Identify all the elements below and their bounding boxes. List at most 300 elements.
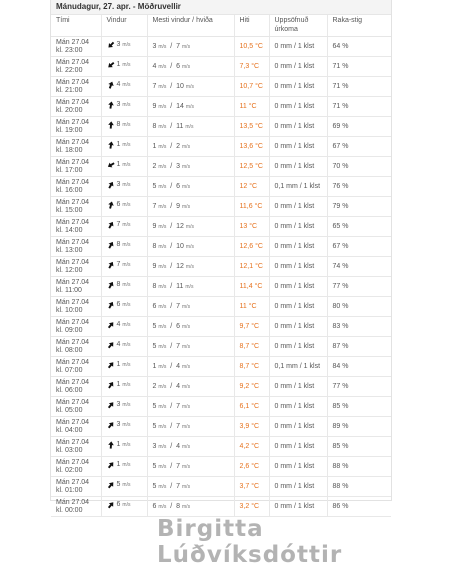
temp-value: 8,7	[239, 362, 250, 370]
temp-value: 3,9	[239, 422, 250, 430]
gust-cell: 5 m/s / 7 m/s	[147, 397, 234, 417]
max-wind: 2	[152, 382, 157, 390]
table-row	[51, 457, 391, 477]
precip-cell: 0 mm / 1 klst	[269, 437, 327, 457]
max-wind: 5	[152, 422, 157, 430]
row-time: kl. 07:00	[56, 366, 83, 374]
wind-cell	[101, 177, 147, 197]
temp-value: 11,6	[239, 202, 253, 210]
gust-cell: 5 m/s / 7 m/s	[147, 417, 234, 437]
wind-arrow-icon	[107, 281, 115, 289]
temp-unit: °C	[255, 242, 263, 250]
gust: 10	[176, 82, 184, 90]
wind-speed: 3	[116, 101, 121, 108]
wind-arrow-icon	[107, 501, 115, 509]
wind-speed: 8	[116, 281, 121, 288]
precip-cell: 0 mm / 1 klst	[269, 137, 327, 157]
gust-cell: 9 m/s / 12 m/s	[147, 257, 234, 277]
row-date: Mán 27.04	[56, 118, 90, 126]
max-wind-unit: m/s	[158, 363, 167, 370]
precip-cell: 0 mm / 1 klst	[269, 117, 327, 137]
humidity-cell: 71 %	[327, 77, 391, 97]
gust-cell: 1 m/s / 2 m/s	[147, 137, 234, 157]
temp-value: 13	[239, 222, 248, 230]
gust: 6	[176, 322, 181, 330]
row-time: kl. 06:00	[56, 386, 83, 394]
humidity-cell: 87 %	[327, 337, 391, 357]
max-wind-unit: m/s	[158, 83, 167, 90]
temp-cell	[234, 197, 269, 217]
wind-arrow-icon	[107, 361, 115, 369]
time-cell	[51, 257, 101, 277]
row-time: kl. 09:00	[56, 326, 83, 334]
gust: 4	[176, 362, 181, 370]
row-time: kl. 11:00	[56, 286, 82, 294]
watermark: Birgitta Lúðvíksdóttir	[157, 516, 343, 568]
max-wind: 5	[152, 462, 157, 470]
wind-speed: 4	[116, 81, 121, 88]
wind-speed: 1	[116, 381, 121, 388]
gust-unit: m/s	[185, 83, 194, 90]
temp-unit: °C	[255, 162, 263, 170]
wind-unit: m/s	[122, 262, 131, 268]
temp-cell	[234, 217, 269, 237]
humidity-cell: 74 %	[327, 257, 391, 277]
gust-unit: m/s	[185, 223, 194, 230]
gust-cell: 8 m/s / 11 m/s	[147, 277, 234, 297]
row-date: Mán 27.04	[56, 478, 90, 486]
time-cell	[51, 377, 101, 397]
temp-unit: °C	[251, 322, 260, 330]
wind-arrow-icon	[107, 161, 115, 169]
temp-cell	[234, 237, 269, 257]
precip-cell: 0 mm / 1 klst	[269, 377, 327, 397]
humidity-cell: 88 %	[327, 457, 391, 477]
gust-cell: 5 m/s / 7 m/s	[147, 477, 234, 497]
time-cell	[51, 397, 101, 417]
wind-speed: 8	[116, 121, 121, 128]
row-date: Mán 27.04	[56, 318, 90, 326]
col-wind: Vindur	[101, 15, 147, 37]
row-time: kl. 17:00	[56, 166, 83, 174]
temp-value: 2,6	[239, 462, 250, 470]
max-wind: 9	[152, 102, 157, 110]
max-wind-unit: m/s	[158, 463, 167, 470]
wind-cell	[101, 257, 147, 277]
row-time: kl. 08:00	[56, 346, 83, 354]
wind-unit: m/s	[122, 162, 131, 168]
row-date: Mán 27.04	[56, 458, 90, 466]
max-wind: 6	[152, 502, 157, 510]
max-wind-unit: m/s	[158, 303, 167, 310]
wind-speed: 1	[116, 361, 121, 368]
table-row	[51, 157, 391, 177]
max-wind-unit: m/s	[158, 143, 167, 150]
temp-cell	[234, 37, 269, 57]
max-wind-unit: m/s	[158, 403, 167, 410]
wind-arrow-icon	[107, 41, 115, 49]
wind-speed: 3	[116, 41, 121, 48]
wind-speed: 4	[116, 341, 121, 348]
max-wind-unit: m/s	[158, 43, 167, 50]
wind-unit: m/s	[122, 362, 131, 368]
wind-arrow-icon	[107, 441, 115, 449]
temp-unit: °C	[251, 482, 260, 490]
time-cell	[51, 57, 101, 77]
gust: 12	[176, 222, 184, 230]
wind-unit: m/s	[122, 282, 131, 288]
gust: 7	[176, 482, 181, 490]
humidity-cell: 83 %	[327, 317, 391, 337]
humidity-cell: 85 %	[327, 397, 391, 417]
precip-cell: 0,1 mm / 1 klst	[269, 357, 327, 377]
gust-cell: 5 m/s / 6 m/s	[147, 177, 234, 197]
wind-unit: m/s	[122, 442, 131, 448]
row-time: kl. 19:00	[56, 126, 83, 134]
temp-cell	[234, 297, 269, 317]
temp-value: 10,5	[239, 42, 254, 50]
temp-unit: °C	[251, 402, 260, 410]
wind-arrow-icon	[107, 61, 115, 69]
wind-arrow-icon	[107, 481, 115, 489]
max-wind: 7	[152, 82, 157, 90]
wind-speed: 7	[116, 221, 121, 228]
gust-unit: m/s	[182, 183, 191, 190]
wind-cell	[101, 57, 147, 77]
row-date: Mán 27.04	[56, 158, 90, 166]
wind-arrow-icon	[107, 401, 115, 409]
time-cell	[51, 217, 101, 237]
gust-unit: m/s	[182, 43, 191, 50]
table-row	[51, 277, 391, 297]
wind-speed: 3	[116, 181, 121, 188]
table-row	[51, 357, 391, 377]
gust-cell: 6 m/s / 8 m/s	[147, 497, 234, 517]
precip-cell: 0 mm / 1 klst	[269, 297, 327, 317]
precip-cell: 0 mm / 1 klst	[269, 257, 327, 277]
temp-unit: °C	[255, 82, 263, 90]
row-date: Mán 27.04	[56, 378, 90, 386]
max-wind-unit: m/s	[158, 443, 167, 450]
max-wind-unit: m/s	[158, 263, 167, 270]
max-wind: 1	[152, 142, 157, 150]
gust-unit: m/s	[185, 263, 194, 270]
gust-unit: m/s	[182, 443, 191, 450]
wind-speed: 3	[116, 421, 121, 428]
wind-unit: m/s	[122, 302, 131, 308]
row-date: Mán 27.04	[56, 198, 90, 206]
humidity-cell: 67 %	[327, 137, 391, 157]
max-wind: 3	[152, 42, 157, 50]
humidity-cell: 69 %	[327, 117, 391, 137]
max-wind-unit: m/s	[158, 383, 167, 390]
table-row	[51, 197, 391, 217]
temp-value: 13,6	[239, 142, 254, 150]
gust-cell: 3 m/s / 7 m/s	[147, 37, 234, 57]
time-cell	[51, 477, 101, 497]
gust: 4	[176, 442, 181, 450]
max-wind-unit: m/s	[158, 103, 167, 110]
humidity-cell: 71 %	[327, 57, 391, 77]
max-wind-unit: m/s	[158, 243, 167, 250]
table-row	[51, 297, 391, 317]
wind-unit: m/s	[122, 182, 131, 188]
wind-unit: m/s	[122, 202, 131, 208]
max-wind: 5	[152, 402, 157, 410]
temp-unit: °C	[251, 462, 260, 470]
temp-unit: °C	[255, 262, 263, 270]
wind-arrow-icon	[107, 81, 115, 89]
max-wind-unit: m/s	[158, 223, 167, 230]
max-wind: 8	[152, 282, 157, 290]
gust-unit: m/s	[182, 363, 191, 370]
max-wind: 5	[152, 342, 157, 350]
wind-arrow-icon	[107, 381, 115, 389]
table-row	[51, 317, 391, 337]
wind-speed: 1	[116, 441, 121, 448]
precip-cell: 0 mm / 1 klst	[269, 397, 327, 417]
wind-speed: 4	[116, 321, 121, 328]
row-date: Mán 27.04	[56, 398, 90, 406]
max-wind: 9	[152, 262, 157, 270]
gust-unit: m/s	[182, 503, 191, 510]
day-header: Mánudagur, 27. apr. - Möðruvellir	[51, 0, 391, 15]
wind-unit: m/s	[122, 422, 131, 428]
humidity-cell: 76 %	[327, 177, 391, 197]
max-wind: 5	[152, 322, 157, 330]
row-date: Mán 27.04	[56, 298, 90, 306]
precip-cell: 0 mm / 1 klst	[269, 157, 327, 177]
row-date: Mán 27.04	[56, 358, 90, 366]
max-wind: 2	[152, 162, 157, 170]
temp-value: 12	[239, 182, 248, 190]
wind-arrow-icon	[107, 461, 115, 469]
wind-arrow-icon	[107, 201, 115, 209]
gust: 9	[176, 202, 181, 210]
row-time: kl. 10:00	[56, 306, 83, 314]
table-row	[51, 77, 391, 97]
temp-value: 13,5	[239, 122, 254, 130]
gust: 7	[176, 422, 181, 430]
gust: 4	[176, 382, 181, 390]
temp-value: 10,7	[239, 82, 254, 90]
humidity-cell: 77 %	[327, 377, 391, 397]
time-cell	[51, 437, 101, 457]
time-cell	[51, 417, 101, 437]
wind-cell	[101, 477, 147, 497]
precip-cell: 0 mm / 1 klst	[269, 237, 327, 257]
precip-cell: 0 mm / 1 klst	[269, 57, 327, 77]
max-wind: 4	[152, 62, 157, 70]
temp-cell	[234, 77, 269, 97]
row-date: Mán 27.04	[56, 58, 90, 66]
row-time: kl. 13:00	[56, 246, 83, 254]
row-time: kl. 05:00	[56, 406, 83, 414]
row-date: Mán 27.04	[56, 238, 90, 246]
time-cell	[51, 497, 101, 517]
temp-value: 11	[239, 102, 247, 110]
temp-cell	[234, 277, 269, 297]
humidity-cell: 79 %	[327, 197, 391, 217]
col-temp: Hiti	[234, 15, 269, 37]
precip-cell: 0 mm / 1 klst	[269, 317, 327, 337]
gust-unit: m/s	[185, 243, 194, 250]
wind-unit: m/s	[122, 502, 131, 508]
time-cell	[51, 137, 101, 157]
wind-cell	[101, 277, 147, 297]
gust-cell: 1 m/s / 4 m/s	[147, 357, 234, 377]
humidity-cell: 71 %	[327, 97, 391, 117]
wind-speed: 6	[116, 501, 121, 508]
precip-cell: 0,1 mm / 1 klst	[269, 177, 327, 197]
max-wind-unit: m/s	[158, 423, 167, 430]
max-wind: 3	[152, 442, 157, 450]
gust-cell: 6 m/s / 7 m/s	[147, 297, 234, 317]
temp-unit: °C	[255, 122, 263, 130]
gust-unit: m/s	[182, 63, 191, 70]
wind-arrow-icon	[107, 421, 115, 429]
forecast-panel	[50, 0, 392, 514]
row-date: Mán 27.04	[56, 338, 90, 346]
table-row	[51, 257, 391, 277]
wind-speed: 1	[116, 141, 121, 148]
temp-value: 4,2	[239, 442, 250, 450]
gust-unit: m/s	[182, 203, 191, 210]
max-wind-unit: m/s	[158, 203, 167, 210]
wind-unit: m/s	[122, 462, 131, 468]
row-time: kl. 12:00	[56, 266, 83, 274]
humidity-cell: 88 %	[327, 477, 391, 497]
temp-unit: °C	[254, 202, 263, 210]
temp-cell	[234, 477, 269, 497]
wind-unit: m/s	[122, 242, 131, 248]
gust-cell: 3 m/s / 4 m/s	[147, 437, 234, 457]
humidity-cell: 70 %	[327, 157, 391, 177]
row-time: kl. 14:00	[56, 226, 83, 234]
forecast-table	[51, 15, 391, 517]
gust: 11	[176, 282, 184, 290]
gust-unit: m/s	[182, 323, 191, 330]
wind-unit: m/s	[122, 322, 131, 328]
row-time: kl. 04:00	[56, 426, 83, 434]
wind-unit: m/s	[122, 222, 131, 228]
wind-cell	[101, 497, 147, 517]
row-date: Mán 27.04	[56, 178, 90, 186]
gust-unit: m/s	[182, 303, 191, 310]
temp-cell	[234, 497, 269, 517]
time-cell	[51, 357, 101, 377]
wind-arrow-icon	[107, 241, 115, 249]
max-wind: 5	[152, 482, 157, 490]
gust: 3	[176, 162, 181, 170]
wind-unit: m/s	[122, 122, 131, 128]
row-date: Mán 27.04	[56, 498, 90, 506]
temp-value: 12,1	[239, 262, 254, 270]
temp-value: 11,4	[239, 282, 253, 290]
humidity-cell: 84 %	[327, 357, 391, 377]
temp-cell	[234, 437, 269, 457]
wind-unit: m/s	[122, 62, 131, 68]
wind-arrow-icon	[107, 141, 115, 149]
table-row	[51, 337, 391, 357]
temp-cell	[234, 117, 269, 137]
humidity-cell: 77 %	[327, 277, 391, 297]
gust: 7	[176, 42, 181, 50]
max-wind: 5	[152, 182, 157, 190]
temp-cell	[234, 137, 269, 157]
wind-cell	[101, 337, 147, 357]
precip-cell: 0 mm / 1 klst	[269, 457, 327, 477]
gust-cell: 2 m/s / 3 m/s	[147, 157, 234, 177]
temp-cell	[234, 97, 269, 117]
humidity-cell: 85 %	[327, 437, 391, 457]
precip-cell: 0 mm / 1 klst	[269, 37, 327, 57]
humidity-cell: 65 %	[327, 217, 391, 237]
wind-cell	[101, 357, 147, 377]
wind-unit: m/s	[122, 482, 131, 488]
temp-value: 9,7	[239, 322, 250, 330]
wind-unit: m/s	[122, 142, 131, 148]
row-time: kl. 16:00	[56, 186, 83, 194]
max-wind-unit: m/s	[158, 343, 167, 350]
wind-speed: 7	[116, 261, 121, 268]
wind-cell	[101, 157, 147, 177]
temp-cell	[234, 377, 269, 397]
table-row	[51, 437, 391, 457]
max-wind: 8	[152, 242, 157, 250]
temp-value: 12,6	[239, 242, 254, 250]
temp-unit: °C	[255, 142, 263, 150]
row-time: kl. 23:00	[56, 46, 83, 54]
wind-speed: 6	[116, 201, 121, 208]
row-date: Mán 27.04	[56, 138, 90, 146]
max-wind: 9	[152, 222, 157, 230]
humidity-cell: 89 %	[327, 417, 391, 437]
row-date: Mán 27.04	[56, 258, 90, 266]
gust-unit: m/s	[182, 403, 191, 410]
row-time: kl. 21:00	[56, 86, 83, 94]
row-date: Mán 27.04	[56, 418, 90, 426]
gust: 10	[176, 242, 184, 250]
time-cell	[51, 37, 101, 57]
humidity-cell: 86 %	[327, 497, 391, 517]
time-cell	[51, 457, 101, 477]
temp-value: 3,7	[239, 482, 250, 490]
wind-cell	[101, 417, 147, 437]
table-row	[51, 377, 391, 397]
temp-value: 12,5	[239, 162, 254, 170]
temp-value: 9,2	[239, 382, 250, 390]
gust: 2	[176, 142, 181, 150]
wind-unit: m/s	[122, 382, 131, 388]
temp-unit: °C	[251, 442, 260, 450]
table-row	[51, 117, 391, 137]
temp-unit: °C	[251, 382, 260, 390]
temp-unit: °C	[248, 102, 257, 110]
temp-cell	[234, 457, 269, 477]
gust-cell: 5 m/s / 7 m/s	[147, 337, 234, 357]
humidity-cell: 64 %	[327, 37, 391, 57]
wind-arrow-icon	[107, 261, 115, 269]
table-row	[51, 237, 391, 257]
wind-cell	[101, 77, 147, 97]
table-row	[51, 497, 391, 517]
temp-unit: °C	[251, 62, 260, 70]
wind-speed: 1	[116, 461, 121, 468]
gust-unit: m/s	[185, 283, 194, 290]
temp-cell	[234, 257, 269, 277]
row-time: kl. 18:00	[56, 146, 83, 154]
